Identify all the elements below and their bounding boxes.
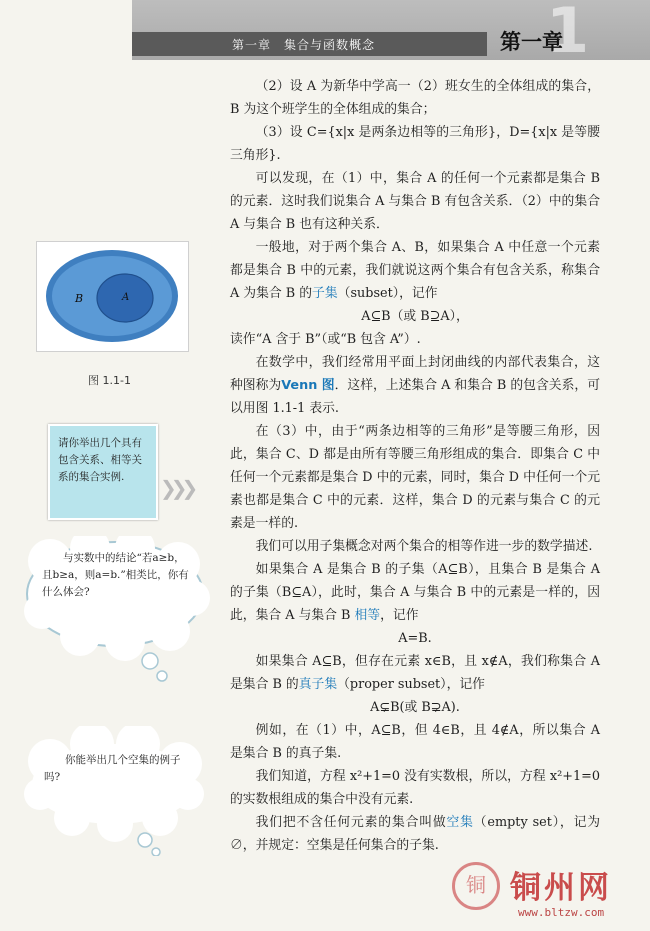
set-b-label: B [75,292,84,305]
sidebar-note-box: 请你举出几个具有包含关系、相等关系的集合实例. [48,424,158,520]
watermark-seal: 铜 [452,862,500,910]
thought-cloud-1 [20,536,210,686]
arrow-icon: ❯❯❯ [160,476,193,500]
section-title: 第一章 集合与函数概念 [232,38,376,52]
text-span: 如果集合 A⊆B，但存在元素 x∈B，且 x∉A，我们称集合 A 是集合 B 的 [230,654,600,692]
text-span: ．这样，上述集合 A 和集合 B 的包含关系，可以用图 1.1-1 表示. [230,378,600,416]
text-span: 在数学中，我们经常用平面上封闭曲线的内部代表集合，这种图称为 [230,355,600,393]
set-a-label: A [122,292,130,303]
text-span: 我们把不含任何元素的集合叫做 [255,815,447,830]
figure-caption: 图 1.1-1 [88,374,131,387]
text-span: （proper subset），记作 [337,677,485,692]
formula: A⊆B（或 B⊇A）， [361,309,469,324]
paragraph [230,236,600,305]
text-span: （subset），记作 [337,286,438,301]
formula: A=B. [398,631,432,646]
paragraph: 我们知道，方程 x²+1=0 没有实数根，所以，方程 x²+1=0 的实数根组成的集合中没有元素. [230,769,600,807]
paragraph: 可以发现，在（1）中，集合 A 的任何一个元素都是集合 B 的元素．这时我们说集合 A 与集合 B 有包含关系．（2）中的集合 A 与集合 B 也有这种关系． [230,171,600,232]
main-content [230,75,600,857]
term-proper-subset: 真子集 [298,677,338,692]
paragraph: 例如，在（1）中，A⊆B，但 4∈B，且 4∉A，所以集合 A 是集合 B 的真子集. [230,723,600,761]
cloud-icon [20,726,210,856]
text-span: 如果集合 A 是集合 B 的子集（A⊆B），且集合 B 是集合 A 的子集（B⊆A），此时，集合 A 与集合 B 中的元素是一样的，因此，集合 A 与集合 B [230,562,600,623]
cloud-1-text: 与实数中的结论“若a≥b，且b≥a，则a=b.”相类比，你有什么体会? [42,552,189,598]
paragraph: 读作“A 含于 B”（或“B 包含 A”）. [230,332,421,347]
thought-cloud-2 [20,726,210,856]
paragraph [230,558,600,627]
term-venn: Venn 图 [281,378,335,393]
text-span: ，记作 [380,608,419,623]
venn-svg [37,242,188,351]
chapter-label: 第一章 [500,30,563,54]
venn-diagram [36,241,189,352]
cloud-2-text: 你能举出几个空集的例子吗? [44,754,181,783]
text-span: 一般地，对于两个集合 A、B，如果集合 A 中任意一个元素都是集合 B 中的元素，我们就说这两个集合有包含关系，称集合 A 为集合 B 的 [230,240,600,301]
watermark-url: www.bltzw.com [518,906,605,919]
term-empty-set: 空集 [446,815,474,830]
paragraph: （3）设 C={x|x 是两条边相等的三角形}，D={x|x 是等腰三角形}. [230,125,600,163]
formula: A⊊B(或 B⊋A). [370,700,460,715]
chapter-number: 1 [546,0,590,67]
paragraph: 在（3）中，由于“两条边相等的三角形”是等腰三角形，因此，集合 C、D 都是由所有等腰三角形组成的集合．即集合 C 中任何一个元素都是集合 D 中的元素，同时，集合 D 中任何一个元素也都是集合 C 中的元素．这样，集合 D 的元素与集合 C 的元素是一样的. [230,424,600,531]
term-subset: 子集 [312,286,338,301]
text-span: （empty set），记为∅，并规定：空集是任何集合的子集. [230,815,601,853]
term-equal: 相等 [354,608,381,623]
paragraph [230,650,600,696]
paragraph [230,811,600,857]
paragraph [230,351,600,420]
paragraph: 我们可以用子集概念对两个集合的相等作进一步的数学描述. [255,539,593,554]
paragraph: （2）设 A 为新华中学高一（2）班女生的全体组成的集合，B 为这个班学生的全体组成的集合； [230,79,600,117]
watermark-text: 铜州网 [510,870,612,906]
